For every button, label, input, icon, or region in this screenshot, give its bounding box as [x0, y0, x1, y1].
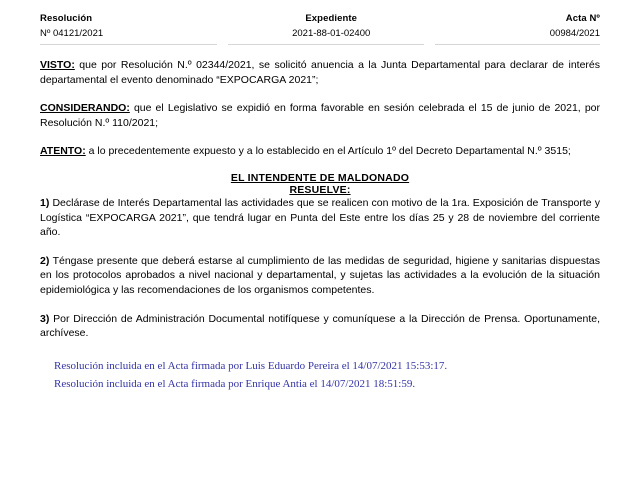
- article-3-text: Por Dirección de Administración Documental notifíquese y comuníquese a la Dirección de Prensa. Oportunamente, archívese.: [40, 312, 600, 340]
- clause-visto-text: que por Resolución N.º 02344/2021, se solicitó anuencia a la Junta Departamental para declarar de interés departamental el evento denominado “EXPOCARGA 2021”;: [40, 59, 600, 86]
- header-rule-cell-2: [228, 41, 435, 45]
- header-value-cell-acta: [435, 26, 600, 41]
- signature-line-1: Resolución incluida en el Acta firmada por Luis Eduardo Pereira el 14/07/2021 15:53:17.: [54, 359, 448, 372]
- header-label-acta: Acta Nº: [565, 13, 600, 24]
- header-value-expediente: 2021-88-01-02400: [292, 28, 371, 39]
- header-rule-cell-3: [435, 41, 600, 45]
- header-label-resolucion: Resolución: [40, 13, 93, 24]
- clause-atento: [40, 144, 600, 159]
- clause-considerando: [40, 101, 600, 130]
- article-1: [40, 196, 600, 240]
- header-cell-acta: [435, 11, 600, 26]
- header-cell-expediente: [228, 11, 435, 26]
- header-label-expediente: Expediente: [305, 13, 358, 24]
- header-divider-segment-3: [435, 44, 600, 45]
- article-1-text: Declárase de Interés Departamental las actividades que se realicen con motivo de la 1ra. Exposición de Transporte y Logística “EXPOCARGA 2021”, que tendrá lugar en Punta del Este entre los días 25 y 28 de noviembre del corriente año.: [40, 196, 600, 239]
- header-divider-segment-1: [40, 44, 217, 45]
- clause-atento-keyword: ATENTO:: [40, 145, 86, 158]
- article-1-number: 1): [40, 196, 50, 209]
- header-value-row: [40, 26, 600, 41]
- header-value-resolucion: Nº 04121/2021: [40, 28, 104, 39]
- article-2-number: 2): [40, 254, 50, 267]
- clause-visto-keyword: VISTO:: [40, 59, 75, 71]
- article-3: [40, 312, 600, 341]
- heading-resuelve: RESUELVE:: [289, 183, 351, 196]
- clause-considerando-keyword: CONSIDERANDO:: [40, 102, 130, 115]
- article-2: [40, 254, 600, 298]
- clause-atento-text: a lo precedentemente expuesto y a lo establecido en el Artículo 1º del Decreto Departamental N.º 3515;: [85, 145, 571, 158]
- clause-considerando-text: que el Legislativo se expidió en forma favorable en sesión celebrada el 15 de junio de 2021, por Resolución N.º 110/2021;: [40, 102, 600, 129]
- document-page: [0, 11, 640, 491]
- signature-line-2: Resolución incluida en el Acta firmada por Enrique Antia el 14/07/2021 18:51:59.: [54, 377, 416, 390]
- document-header-table: [40, 11, 600, 45]
- document-body: [40, 58, 600, 393]
- header-rule-row: [40, 41, 600, 45]
- header-label-row: [40, 11, 600, 26]
- signature-block: [40, 357, 600, 393]
- clause-visto: [40, 58, 600, 87]
- header-rule-cell-1: [40, 41, 228, 45]
- header-divider-segment-2: [228, 44, 424, 45]
- header-value-cell-resolucion: [40, 26, 228, 41]
- heading-authority: EL INTENDENTE DE MALDONADO: [230, 171, 410, 184]
- article-2-text: Téngase presente que deberá estarse al cumplimiento de las medidas de seguridad, higiene y sanitarias dispuestas en los protocolos aprobados a nivel nacional y departamental, y sujetas las actividades a la evolución de la situación epidemiológica y las recomendaciones de los organismos competentes.: [40, 254, 600, 296]
- header-value-cell-expediente: [228, 26, 435, 41]
- article-3-number: 3): [40, 312, 50, 325]
- header-cell-resolucion: [40, 11, 228, 26]
- header-value-acta: 00984/2021: [549, 28, 600, 39]
